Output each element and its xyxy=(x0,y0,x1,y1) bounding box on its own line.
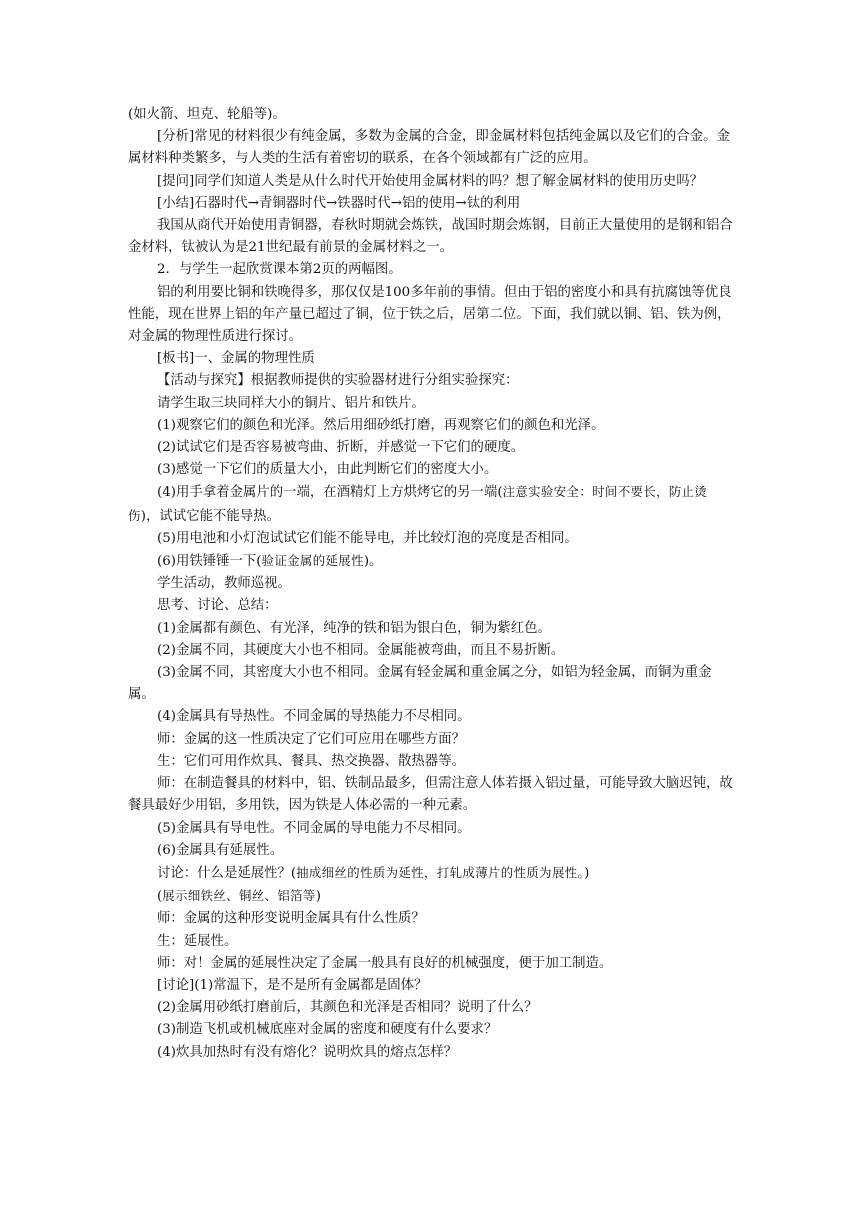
paragraph-tail: ) xyxy=(315,889,321,905)
paragraph-text: ( xyxy=(157,889,163,905)
paragraph: (3)金属不同，其密度大小也不相同。金属有轻金属和重金属之分，如铝为轻金属，而铜为重金属。 xyxy=(128,665,712,703)
paragraph: (2)金属不同，其硬度大小也不相同。金属能被弯曲，而且不易折断。 xyxy=(157,642,565,658)
paragraph-note: 展示细铁丝、铜丝、铝箔等 xyxy=(162,888,316,904)
paragraph: [提问]同学们知道人类是从什么时代开始使用金属材料的吗？想了解金属材料的使用历史吗？ xyxy=(157,173,704,189)
paragraph-note: 注意实验安全：时间不要长，防止烫伤 xyxy=(128,484,708,523)
paragraph: (1)观察它们的颜色和光泽。然后用细砂纸打磨，再观察它们的颜色和光泽。 xyxy=(157,417,605,433)
paragraph: 【活动与探究】根据教师提供的实验器材进行分组实验探究： xyxy=(157,373,519,389)
paragraph: 铝的利用要比铜和铁晚得多，那仅仅是100多年前的事情。但由于铝的密度小和具有抗腐蚀等优良性能，现在世界上铝的年产量已超过了铜，位于铁之后，居第二位。下面，我们就以铜、铝、铁为例，对金属的物理性质进行探讨。 xyxy=(128,284,732,345)
paragraph xyxy=(128,862,736,885)
paragraph xyxy=(128,550,736,573)
paragraph: (4)炊具加热时有没有熔化？说明炊具的熔点怎样？ xyxy=(157,1044,458,1060)
paragraph-tail: )，试试它能不能导热。 xyxy=(140,508,280,524)
paragraph xyxy=(128,481,736,527)
paragraph: [小结]石器时代→青铜器时代→铁器时代→铝的使用→钛的利用 xyxy=(157,195,521,211)
paragraph: (3)制造飞机或机械底座对金属的密度和硬度有什么要求？ xyxy=(157,1022,498,1038)
paragraph-tail: ) xyxy=(584,865,590,881)
paragraph: (4)金属具有导热性。不同金属的导热能力不尽相同。 xyxy=(157,709,471,725)
paragraph: (5)金属具有导电性。不同金属的导电能力不尽相同。 xyxy=(157,820,471,836)
paragraph: 师：对！金属的延展性决定了金属一般具有良好的机械强度，便于加工制造。 xyxy=(157,955,613,971)
paragraph: (2)金属用砂纸打磨前后，其颜色和光泽是否相同？说明了什么？ xyxy=(157,1000,538,1016)
paragraph: 生：延展性。 xyxy=(157,933,238,949)
paragraph-text: 讨论：什么是延展性？( xyxy=(157,865,297,881)
paragraph: 师：在制造餐具的材料中，铝、铁制品最多，但需注意人体若摄入铝过量，可能导致大脑迟钝，故餐具最好少用铝，多用铁，因为铁是人体必需的一种元素。 xyxy=(128,776,733,814)
paragraph: (6)金属具有延展性。 xyxy=(157,842,284,858)
paragraph: 我国从商代开始使用青铜器，春秋时期就会炼铁，战国时期会炼钢，目前正大量使用的是钢和铝合金材料，钛被认为是21世纪最有前景的金属材料之一。 xyxy=(128,218,733,256)
paragraph: [讨论](1)常温下，是不是所有金属都是固体？ xyxy=(157,977,428,993)
paragraph: 师：金属的这种形变说明金属具有什么性质？ xyxy=(157,911,425,927)
paragraph: (3)感觉一下它们的质量大小，由此判断它们的密度大小。 xyxy=(157,462,498,478)
paragraph: 生：它们可用作炊具、餐具、热交换器、散热器等。 xyxy=(157,753,465,769)
paragraph: 师：金属的这一性质决定了它们可应用在哪些方面？ xyxy=(157,731,465,747)
paragraph: 2．与学生一起欣赏课本第2页的两幅图。 xyxy=(157,262,402,278)
paragraph: [分析]常见的材料很少有纯金属，多数为金属的合金，即金属材料包括纯金属以及它们的合金。金属材料种类繁多，与人类的生活有着密切的联系，在各个领域都有广泛的应用。 xyxy=(128,129,730,167)
paragraph: 学生活动，教师巡视。 xyxy=(157,576,291,592)
paragraph: (2)试试它们是否容易被弯曲、折断，并感觉一下它们的硬度。 xyxy=(157,440,525,456)
paragraph-text: (4)用手拿着金属片的一端，在酒精灯上方烘烤它的另一端( xyxy=(157,485,503,501)
paragraph: 思考、讨论、总结： xyxy=(157,598,278,614)
paragraph-text: (6)用铁锤锤一下( xyxy=(157,554,262,570)
paragraph-tail: )。 xyxy=(363,554,383,570)
paragraph xyxy=(128,885,736,908)
paragraph-note: 验证金属的延展性 xyxy=(261,553,364,569)
paragraph: (如火箭、坦克、轮船等)。 xyxy=(128,107,286,122)
paragraph: [板书]一、金属的物理性质 xyxy=(157,351,315,367)
paragraph: (1)金属都有颜色、有光泽，纯净的铁和铝为银白色，铜为紫红色。 xyxy=(157,620,551,636)
paragraph: 请学生取三块同样大小的铜片、铝片和铁片。 xyxy=(157,395,425,411)
paragraph: (5)用电池和小灯泡试试它们能不能导电，并比较灯泡的亮度是否相同。 xyxy=(157,530,578,546)
paragraph-note: 抽成细丝的性质为延性，打轧成薄片的性质为展性。 xyxy=(296,864,585,880)
